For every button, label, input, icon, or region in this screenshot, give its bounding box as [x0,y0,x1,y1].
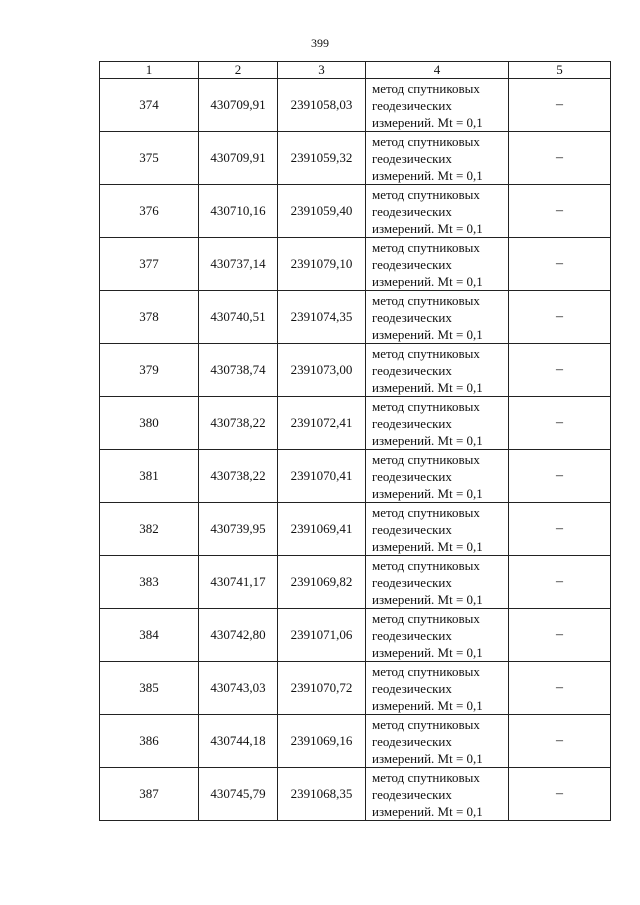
method-cell [366,556,509,609]
x-coordinate-cell: 430742,80 [199,609,278,662]
point-number-cell: 381 [100,450,199,503]
x-coordinate-cell: 430743,03 [199,662,278,715]
point-number-cell: 385 [100,662,199,715]
method-line-1: метод спутниковых [372,239,480,255]
method-line-1: метод спутниковых [372,769,480,785]
y-coordinate-cell: 2391070,41 [278,450,366,503]
y-coordinate-cell: 2391068,35 [278,768,366,821]
x-coordinate-cell: 430738,22 [199,450,278,503]
table-row [100,185,611,238]
y-coordinate-cell: 2391069,41 [278,503,366,556]
method-cell [366,768,509,821]
method-line-3: измерений. Mt = 0,1 [372,326,483,342]
table-row [100,132,611,185]
note-cell: – [509,450,611,503]
method-line-3: измерений. Mt = 0,1 [372,432,483,448]
method-line-2: геодезических [372,627,452,643]
table-row [100,238,611,291]
coordinates-table [99,61,611,821]
method-cell [366,609,509,662]
method-cell [366,238,509,291]
table-row [100,450,611,503]
method-line-3: измерений. Mt = 0,1 [372,273,483,289]
note-cell: – [509,79,611,132]
method-cell [366,132,509,185]
point-number-cell: 386 [100,715,199,768]
method-line-3: измерений. Mt = 0,1 [372,644,483,660]
method-line-1: метод спутниковых [372,504,480,520]
note-cell: – [509,768,611,821]
method-line-1: метод спутниковых [372,557,480,573]
method-line-2: геодезических [372,97,452,113]
table-row [100,291,611,344]
method-line-2: геодезических [372,468,452,484]
point-number-cell: 378 [100,291,199,344]
method-line-2: геодезических [372,733,452,749]
y-coordinate-cell: 2391073,00 [278,344,366,397]
x-coordinate-cell: 430744,18 [199,715,278,768]
table-row [100,79,611,132]
method-line-3: измерений. Mt = 0,1 [372,167,483,183]
method-cell [366,79,509,132]
method-line-3: измерений. Mt = 0,1 [372,220,483,236]
method-line-1: метод спутниковых [372,186,480,202]
table-row [100,609,611,662]
point-number-cell: 382 [100,503,199,556]
method-cell [366,715,509,768]
point-number-cell: 379 [100,344,199,397]
method-line-3: измерений. Mt = 0,1 [372,697,483,713]
method-line-1: метод спутниковых [372,451,480,467]
method-line-2: геодезических [372,680,452,696]
header-col-4: 4 [366,62,509,79]
method-line-1: метод спутниковых [372,292,480,308]
x-coordinate-cell: 430738,74 [199,344,278,397]
table-row [100,397,611,450]
method-cell [366,344,509,397]
note-cell: – [509,503,611,556]
note-cell: – [509,185,611,238]
method-line-2: геодезических [372,521,452,537]
method-line-1: метод спутниковых [372,80,480,96]
method-line-3: измерений. Mt = 0,1 [372,114,483,130]
method-cell [366,291,509,344]
method-cell [366,397,509,450]
method-line-2: геодезических [372,786,452,802]
point-number-cell: 387 [100,768,199,821]
method-line-3: измерений. Mt = 0,1 [372,803,483,819]
note-cell: – [509,132,611,185]
note-cell: – [509,609,611,662]
x-coordinate-cell: 430709,91 [199,132,278,185]
method-cell [366,662,509,715]
method-line-2: геодезических [372,362,452,378]
table-row [100,662,611,715]
page-number: 399 [311,36,329,50]
header-row [100,62,611,79]
x-coordinate-cell: 430738,22 [199,397,278,450]
note-cell: – [509,238,611,291]
method-line-1: метод спутниковых [372,345,480,361]
y-coordinate-cell: 2391079,10 [278,238,366,291]
point-number-cell: 380 [100,397,199,450]
point-number-cell: 383 [100,556,199,609]
method-line-2: геодезических [372,150,452,166]
x-coordinate-cell: 430739,95 [199,503,278,556]
header-col-2: 2 [199,62,278,79]
x-coordinate-cell: 430741,17 [199,556,278,609]
method-cell [366,503,509,556]
point-number-cell: 384 [100,609,199,662]
method-line-3: измерений. Mt = 0,1 [372,485,483,501]
note-cell: – [509,397,611,450]
x-coordinate-cell: 430737,14 [199,238,278,291]
y-coordinate-cell: 2391071,06 [278,609,366,662]
table-header [100,62,611,79]
note-cell: – [509,344,611,397]
x-coordinate-cell: 430740,51 [199,291,278,344]
table-row [100,503,611,556]
method-line-2: геодезических [372,256,452,272]
note-cell: – [509,291,611,344]
method-line-1: метод спутниковых [372,133,480,149]
method-line-2: геодезических [372,415,452,431]
method-line-3: измерений. Mt = 0,1 [372,750,483,766]
y-coordinate-cell: 2391069,82 [278,556,366,609]
point-number-cell: 375 [100,132,199,185]
table-row [100,715,611,768]
method-line-2: геодезических [372,309,452,325]
x-coordinate-cell: 430709,91 [199,79,278,132]
y-coordinate-cell: 2391069,16 [278,715,366,768]
point-number-cell: 376 [100,185,199,238]
y-coordinate-cell: 2391070,72 [278,662,366,715]
method-cell [366,185,509,238]
note-cell: – [509,662,611,715]
header-col-5: 5 [509,62,611,79]
x-coordinate-cell: 430745,79 [199,768,278,821]
header-col-1: 1 [100,62,199,79]
table-body [100,79,611,821]
method-line-3: измерений. Mt = 0,1 [372,591,483,607]
point-number-cell: 374 [100,79,199,132]
method-line-2: геодезических [372,574,452,590]
method-line-3: измерений. Mt = 0,1 [372,379,483,395]
table-row [100,344,611,397]
y-coordinate-cell: 2391059,40 [278,185,366,238]
method-line-1: метод спутниковых [372,716,480,732]
note-cell: – [509,556,611,609]
header-col-3: 3 [278,62,366,79]
x-coordinate-cell: 430710,16 [199,185,278,238]
method-cell [366,450,509,503]
method-line-2: геодезических [372,203,452,219]
y-coordinate-cell: 2391059,32 [278,132,366,185]
method-line-3: измерений. Mt = 0,1 [372,538,483,554]
y-coordinate-cell: 2391058,03 [278,79,366,132]
table-row [100,556,611,609]
method-line-1: метод спутниковых [372,398,480,414]
note-cell: – [509,715,611,768]
y-coordinate-cell: 2391072,41 [278,397,366,450]
method-line-1: метод спутниковых [372,663,480,679]
method-line-1: метод спутниковых [372,610,480,626]
table-row [100,768,611,821]
point-number-cell: 377 [100,238,199,291]
y-coordinate-cell: 2391074,35 [278,291,366,344]
